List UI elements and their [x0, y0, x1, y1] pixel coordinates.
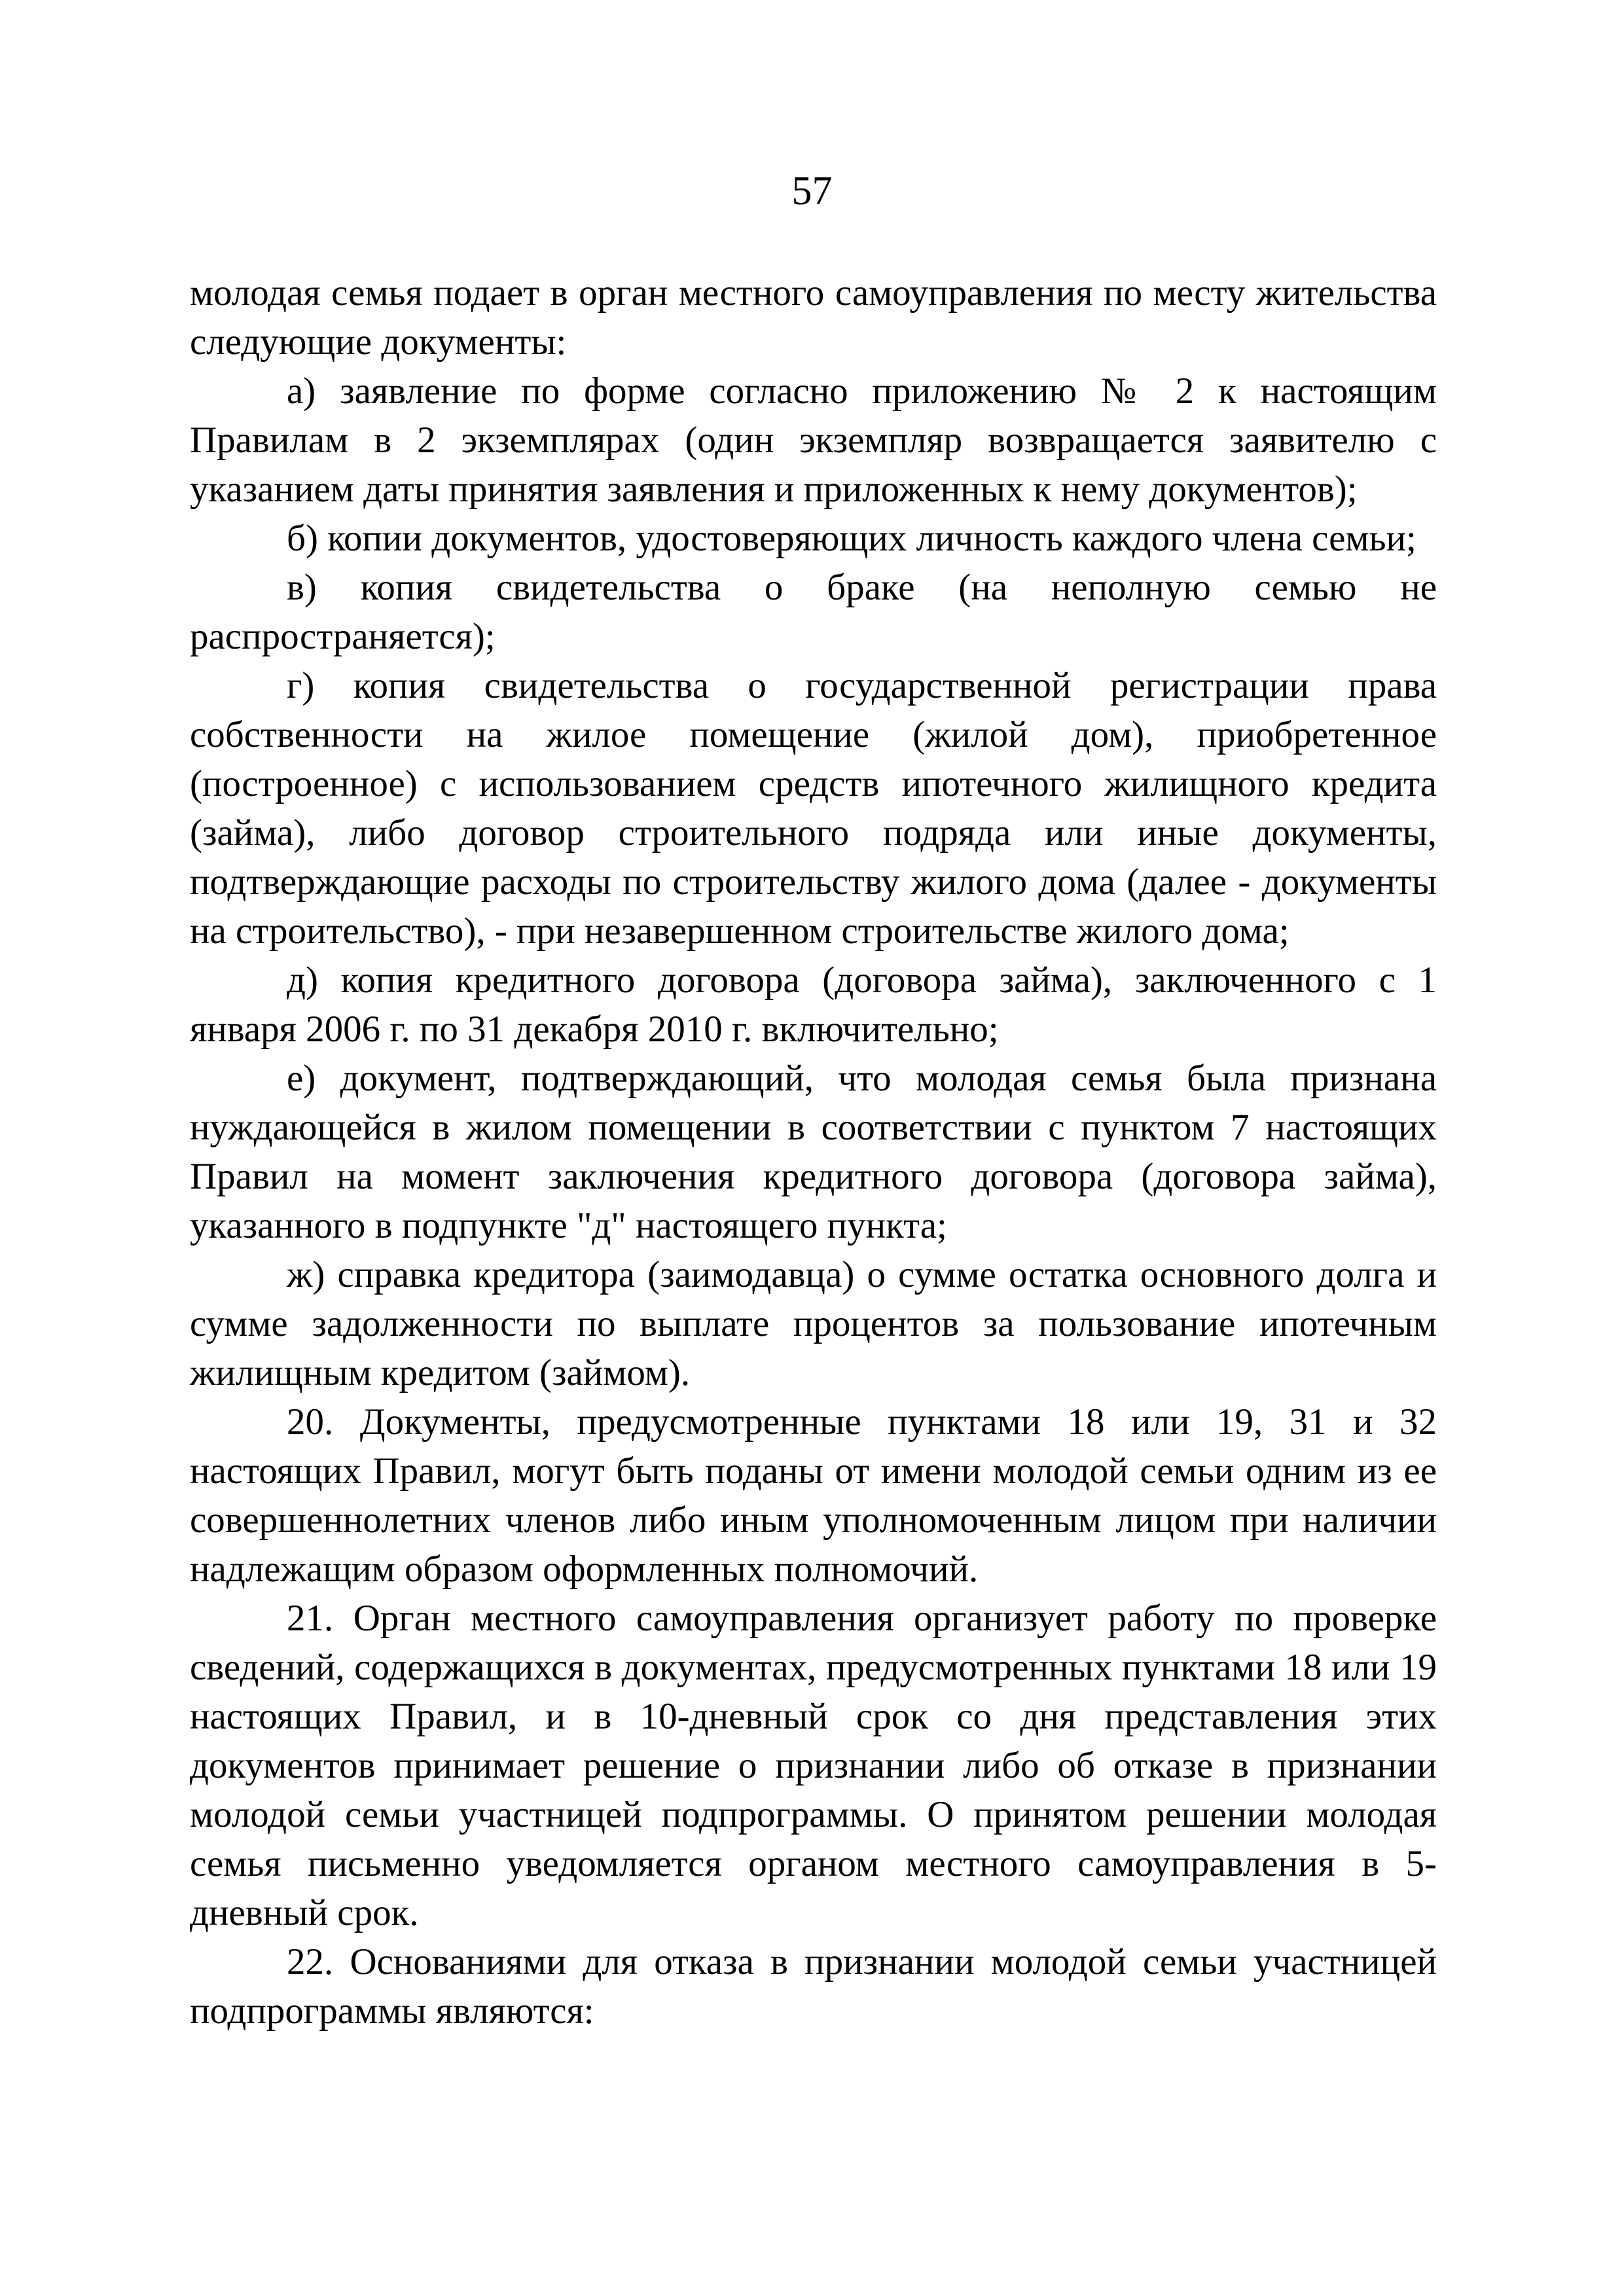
paragraph-item-d: д) копия кредитного договора (договора займа), заключенного с 1 января 2006 г. по 31 декабря 2010 г. включительно;	[190, 960, 1437, 1050]
paragraph-item-b: б) копии документов, удостоверяющих личность каждого члена семьи;	[287, 518, 1416, 559]
paragraph-item-g: г) копия свидетельства о государственной регистрации права собственности на жилое помещение (жилой дом), приобретенное (построенное) с использованием средств ипотечного жилищного кредита (займа), либо договор строительного подряда или иные документы, подтверждающие расходы по строительству жилого дома (далее - документы на строительство), - при незавершенном строительстве жилого дома;	[190, 665, 1437, 952]
paragraph-item-a: а) заявление по форме согласно приложению № 2 к настоящим Правилам в 2 экземплярах (один экземпляр возвращается заявителю с указанием даты принятия заявления и приложенных к нему документов);	[190, 370, 1437, 510]
paragraph-item-zh: ж) справка кредитора (заимодавца) о сумме остатка основного долга и сумме задолженности по выплате процентов за пользование ипотечным жилищным кредитом (займом).	[190, 1254, 1437, 1393]
page-number: 57	[791, 169, 833, 213]
paragraph-item-v: в) копия свидетельства о браке (на неполную семью не распространяется);	[190, 567, 1437, 657]
paragraph-clause-21: 21. Орган местного самоуправления организует работу по проверке сведений, содержащихся в документах, предусмотренных пунктами 18 или 19 настоящих Правил, и в 10-дневный срок со дня представления этих документов принимает решение о признании либо об отказе в признании молодой семьи участницей подпрограммы. О принятом решении молодая семья письменно уведомляется органом местного самоуправления в 5-дневный срок.	[190, 1598, 1437, 1933]
paragraph-intro: молодая семья подает в орган местного самоуправления по месту жительства следующие документы:	[190, 272, 1437, 363]
paragraph-item-e: е) документ, подтверждающий, что молодая семья была признана нуждающейся в жилом помещении в соответствии с пунктом 7 настоящих Правил на момент заключения кредитного договора (договора займа), указанного в подпункте "д" настоящего пункта;	[190, 1058, 1437, 1246]
paragraph-clause-20: 20. Документы, предусмотренные пунктами 18 или 19, 31 и 32 настоящих Правил, могут быть поданы от имени молодой семьи одним из ее совершеннолетних членов либо иным уполномоченным лицом при наличии надлежащим образом оформленных полномочий.	[190, 1401, 1437, 1590]
document-body	[190, 268, 1437, 2036]
paragraph-clause-22: 22. Основаниями для отказа в признании молодой семьи участницей подпрограммы являются:	[190, 1941, 1437, 2032]
